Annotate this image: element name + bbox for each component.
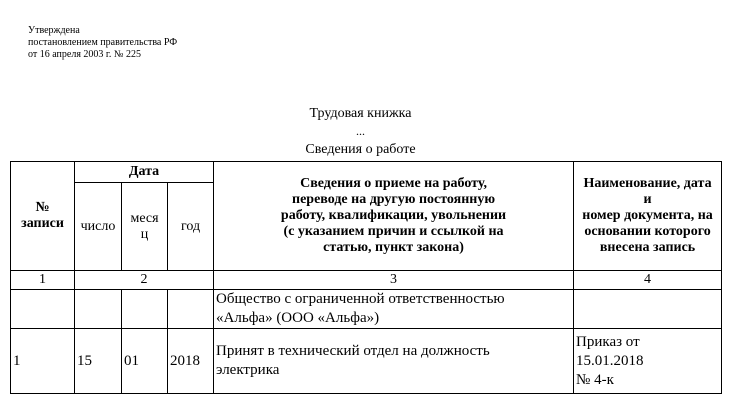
header-text: статью, пункт закона) bbox=[323, 240, 464, 255]
info-text: электрика bbox=[216, 362, 280, 378]
column-number: 3 bbox=[214, 271, 574, 290]
header-text: основании которого bbox=[584, 224, 711, 239]
header-text: Наименование, дата bbox=[583, 176, 712, 191]
header-text: (с указанием причин и ссылкой на bbox=[283, 224, 504, 239]
work-records-table bbox=[10, 161, 722, 394]
header-text: работу, квалификации, увольнении bbox=[280, 208, 507, 223]
basis-cell bbox=[574, 290, 722, 329]
approval-line: Утверждена bbox=[28, 25, 80, 36]
column-number: 1 bbox=[11, 271, 75, 290]
column-number-row bbox=[11, 271, 722, 290]
header-text: переводе на другую постоянную bbox=[292, 192, 496, 207]
info-text: Принят в технический отдел на должность bbox=[216, 343, 490, 359]
basis-text: 15.01.2018 bbox=[576, 352, 644, 369]
approval-line: от 16 апреля 2003 г. № 225 bbox=[28, 49, 141, 60]
header-text: № bbox=[35, 200, 50, 215]
header-row bbox=[11, 162, 722, 183]
table-row bbox=[11, 290, 722, 329]
header-text: номер документа, на bbox=[582, 208, 713, 223]
approval-stamp bbox=[28, 25, 177, 61]
header-text: меся bbox=[130, 210, 159, 226]
year-header: год bbox=[168, 183, 214, 271]
info-cell bbox=[214, 290, 574, 329]
record-number-cell bbox=[11, 290, 75, 329]
document-title: Трудовая книжка bbox=[309, 106, 412, 121]
info-text: «Альфа» (ООО «Альфа») bbox=[216, 310, 380, 326]
record-number-header bbox=[11, 162, 75, 271]
info-text: Общество с ограниченной ответственностью bbox=[216, 291, 505, 307]
ellipsis: ... bbox=[356, 124, 365, 138]
year-cell bbox=[168, 290, 214, 329]
header-text: внесена запись bbox=[599, 240, 696, 255]
column-number: 2 bbox=[75, 271, 214, 290]
day-cell bbox=[75, 290, 122, 329]
approval-line: постановлением правительства РФ bbox=[28, 37, 178, 48]
header-text: ц bbox=[140, 226, 149, 242]
basis-header bbox=[574, 162, 722, 271]
record-number-cell: 1 bbox=[11, 329, 75, 394]
info-cell bbox=[214, 329, 574, 394]
basis-cell bbox=[574, 329, 722, 394]
month-cell bbox=[122, 290, 168, 329]
day-header: число bbox=[75, 183, 122, 271]
date-header: Дата bbox=[75, 162, 214, 183]
month-cell: 01 bbox=[122, 329, 168, 394]
table-row bbox=[11, 329, 722, 394]
basis-text: № 4-к bbox=[576, 371, 614, 388]
year-cell: 2018 bbox=[168, 329, 214, 394]
section-title: Сведения о работе bbox=[305, 142, 416, 157]
header-text: и bbox=[643, 192, 652, 207]
month-header bbox=[122, 183, 168, 271]
column-number: 4 bbox=[574, 271, 722, 290]
basis-text: Приказ от bbox=[576, 333, 640, 350]
header-text: записи bbox=[21, 216, 64, 231]
day-cell: 15 bbox=[75, 329, 122, 394]
info-header bbox=[214, 162, 574, 271]
header-text: Сведения о приеме на работу, bbox=[300, 176, 487, 191]
